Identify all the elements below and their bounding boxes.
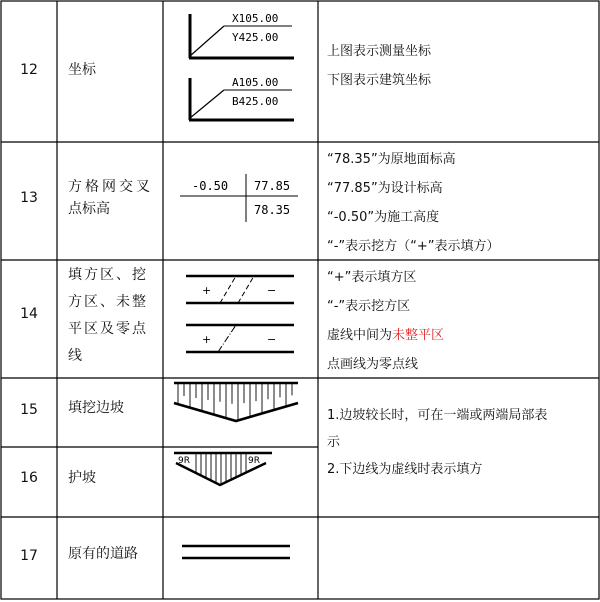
row-13-number: 13 <box>20 190 38 206</box>
coordinate-symbol <box>172 6 312 136</box>
fill-plus-label-bottom: + <box>202 333 212 346</box>
fill-plus-label-top: + <box>202 284 212 297</box>
row-15-name: 填挖边坡 <box>68 400 124 416</box>
row-14-description <box>327 263 444 379</box>
row-12-description <box>327 44 431 89</box>
building-x-label: A105.00 <box>232 76 279 89</box>
row-17-number: 17 <box>20 548 38 564</box>
revetment-label-right: 9R <box>248 456 260 466</box>
row-17-name: 原有的道路 <box>68 546 138 562</box>
row-13-description <box>327 145 500 261</box>
grid-intersection-elevation-symbol <box>172 162 312 242</box>
row-14-name <box>68 262 148 370</box>
row-14-desc-line-3-text: 虚线中间为 <box>327 328 393 343</box>
unleveled-zone-highlight: 未整平区 <box>392 328 445 343</box>
row-12-name: 坐标 <box>68 62 96 78</box>
row-13-desc-line-3: “-0.50”为施工高度 <box>327 210 440 225</box>
cut-minus-label-bottom: − <box>267 333 277 346</box>
row-16-name: 护坡 <box>68 470 96 486</box>
survey-y-label: Y425.00 <box>232 31 279 44</box>
row-14-desc-line-3 <box>327 321 444 350</box>
row-12-desc-line-2: 下图表示建筑坐标 <box>327 73 432 88</box>
slope-desc-line-3: 2.下边线为虚线时表示填方 <box>327 462 483 477</box>
row-12-number: 12 <box>20 62 38 78</box>
revetment-label-left: 9R <box>178 456 190 466</box>
row-13-name-line-1: 方格网交叉 <box>68 179 153 195</box>
row-16-number: 16 <box>20 470 38 486</box>
row-12-desc-line-1: 上图表示测量坐标 <box>327 44 432 59</box>
row-14-name-line-1: 填方区、挖 <box>68 267 148 283</box>
slope-desc-line-2: 示 <box>327 435 341 450</box>
slope-desc-line-1: 1.边坡较长时，可在一端或两端局部表 <box>327 408 548 423</box>
existing-road-symbol <box>172 536 312 576</box>
revetment-symbol <box>170 449 310 509</box>
row-14-desc-line-4: 点画线为零点线 <box>327 357 419 372</box>
slope-shared-description <box>327 402 547 483</box>
original-elevation-label: 78.35 <box>254 203 291 217</box>
survey-x-label: X105.00 <box>232 12 279 25</box>
building-y-label: B425.00 <box>232 95 279 108</box>
row-14-desc-line-1: “+”表示填方区 <box>327 270 417 285</box>
row-14-name-line-4: 线 <box>68 348 82 364</box>
construction-height-label: -0.50 <box>192 179 229 193</box>
cut-minus-label-top: − <box>267 284 277 297</box>
fill-cut-zone-symbol <box>172 266 312 366</box>
row-13-desc-line-2: “77.85”为设计标高 <box>327 181 443 196</box>
design-elevation-label: 77.85 <box>254 179 291 193</box>
row-13-name <box>68 176 153 220</box>
cut-fill-slope-symbol <box>170 381 310 441</box>
row-15-number: 15 <box>20 402 38 418</box>
row-14-desc-line-2: “-”表示挖方区 <box>327 299 411 314</box>
row-13-name-line-2: 点标高 <box>68 201 110 217</box>
row-14-number: 14 <box>20 306 38 322</box>
row-13-desc-line-1: “78.35”为原地面标高 <box>327 152 456 167</box>
row-14-name-line-3: 平区及零点 <box>68 321 148 337</box>
row-13-desc-line-4: “-”表示挖方（“+”表示填方） <box>327 239 500 254</box>
row-14-name-line-2: 方区、未整 <box>68 294 148 310</box>
